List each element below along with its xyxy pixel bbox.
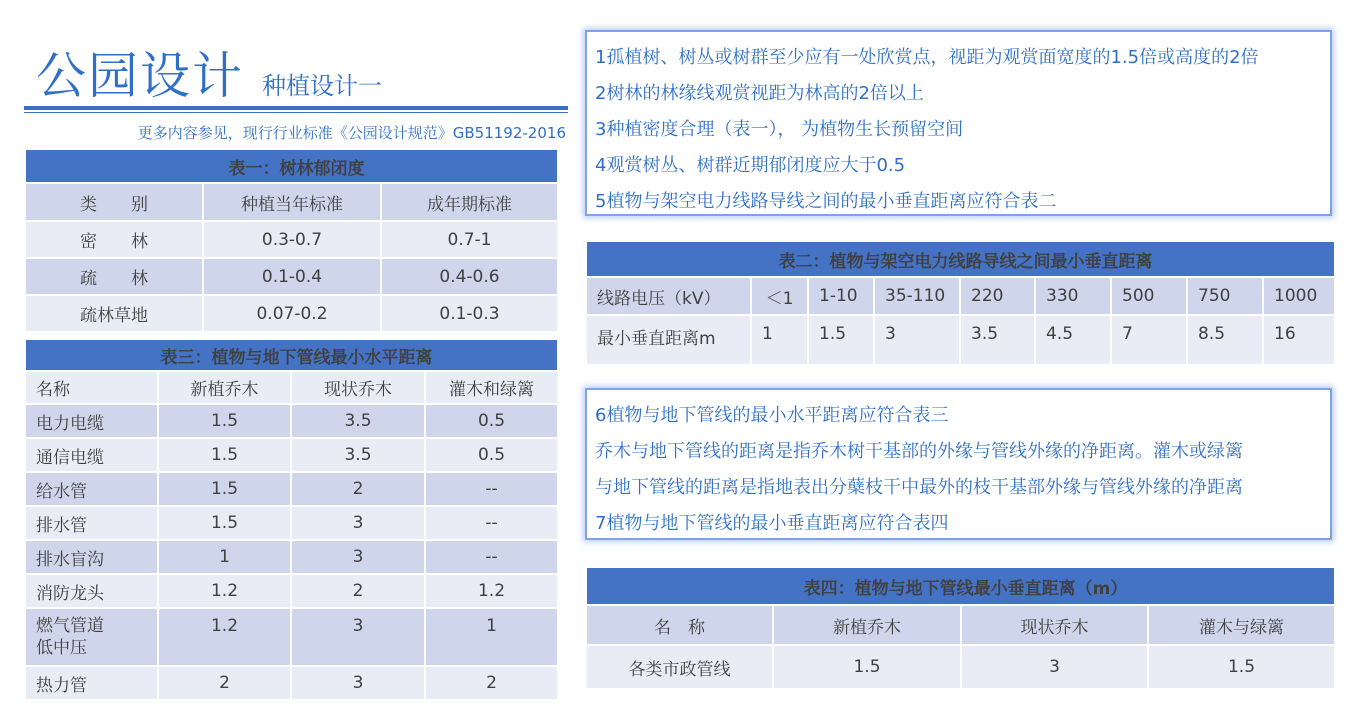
table-cell: 疏林草地 — [25, 295, 203, 332]
table-title: 表四：植物与地下管线最小垂直距离（m） — [586, 567, 1335, 605]
column-header: 现状乔木 — [291, 371, 425, 404]
table-canopy-density — [24, 148, 559, 333]
note-line: 7植物与地下管线的最小垂直距离应符合表四 — [595, 513, 949, 534]
table-cell: 0.5 — [425, 404, 558, 438]
table-cell: 1.2 — [158, 574, 291, 608]
table-underground-horizontal — [24, 338, 559, 701]
table-cell: ＜1 — [751, 277, 808, 315]
table-cell: 3 — [874, 315, 960, 365]
table-cell: 220 — [960, 277, 1035, 315]
table-cell: 8.5 — [1187, 315, 1263, 365]
table-row — [25, 438, 558, 472]
table-title: 表三：植物与地下管线最小水平距离 — [25, 339, 558, 371]
table-cell: 电力电缆 — [25, 404, 158, 438]
column-header: 新植乔木 — [773, 605, 961, 645]
table-cell: 2 — [425, 666, 558, 700]
table-cell: 1 — [425, 608, 558, 666]
table-cell: 排水管 — [25, 506, 158, 540]
table-cell: 3 — [291, 506, 425, 540]
table-cell: 16 — [1263, 315, 1335, 365]
table-row — [25, 221, 558, 258]
reference-note: 更多内容参见，现行行业标准《公园设计规范》GB51192-2016 — [137, 124, 566, 142]
page-title: 公园设计 — [36, 47, 244, 105]
table-cell: 1-10 — [808, 277, 874, 315]
table-cell: 燃气管道 低中压 — [25, 608, 158, 666]
table-cell: 3.5 — [291, 438, 425, 472]
note-line: 1孤植树、树丛或树群至少应有一处欣赏点，视距为观赏面宽度的1.5倍或高度的2倍 — [595, 47, 1259, 68]
title-rule — [24, 106, 568, 110]
table-cell: 7 — [1111, 315, 1187, 365]
table-cell: 1.5 — [158, 404, 291, 438]
note-line: 3种植密度合理（表一）， 为植物生长预留空间 — [595, 119, 964, 140]
table-cell: 0.1-0.3 — [381, 295, 558, 332]
table-cell: 3 — [291, 666, 425, 700]
table-cell: -- — [425, 540, 558, 574]
row-header: 线路电压（kV） — [586, 277, 751, 315]
note-line: 6植物与地下管线的最小水平距离应符合表三 — [595, 405, 949, 426]
note-line: 2树林的林缘线观赏视距为林高的2倍以上 — [595, 83, 924, 104]
table-row — [25, 295, 558, 332]
table-cell: -- — [425, 472, 558, 506]
table-row — [586, 277, 1335, 315]
table-title: 表一：树林郁闭度 — [25, 149, 558, 183]
table-cell: 3 — [291, 540, 425, 574]
table-row — [25, 258, 558, 295]
table-header-row — [586, 605, 1335, 645]
table-row — [25, 574, 558, 608]
table-row — [25, 404, 558, 438]
notes-box-top — [585, 30, 1332, 216]
table-cell: 排水盲沟 — [25, 540, 158, 574]
table-cell: 330 — [1035, 277, 1111, 315]
table-cell: 1 — [751, 315, 808, 365]
column-header: 名称 — [25, 371, 158, 404]
table-row — [586, 315, 1335, 365]
table-cell: 750 — [1187, 277, 1263, 315]
table-row — [586, 645, 1335, 689]
notes-box-middle — [585, 388, 1332, 540]
table-title: 表二：植物与架空电力线路导线之间最小垂直距离 — [586, 241, 1335, 277]
table-cell: 消防龙头 — [25, 574, 158, 608]
column-header: 种植当年标准 — [203, 183, 381, 221]
table-cell: 1.5 — [158, 438, 291, 472]
note-line: 乔木与地下管线的距离是指乔木树干基部的外缘与管线外缘的净距离。灌木或绿篱 — [595, 441, 1243, 462]
table-cell: 热力管 — [25, 666, 158, 700]
title-rule-thin — [24, 112, 568, 113]
table-cell: 0.1-0.4 — [203, 258, 381, 295]
table-row — [25, 608, 558, 666]
table-cell: 密 林 — [25, 221, 203, 258]
table-cell: 0.3-0.7 — [203, 221, 381, 258]
table-cell: 3 — [961, 645, 1148, 689]
page-subtitle: 种植设计一 — [262, 72, 382, 100]
table-cell: 3 — [291, 608, 425, 666]
table-cell: 500 — [1111, 277, 1187, 315]
table-cell: 1.5 — [773, 645, 961, 689]
table-cell: 1 — [158, 540, 291, 574]
column-header: 名 称 — [586, 605, 773, 645]
table-cell: 2 — [158, 666, 291, 700]
table-cell: 3.5 — [960, 315, 1035, 365]
table-cell: 3.5 — [291, 404, 425, 438]
column-header: 现状乔木 — [961, 605, 1148, 645]
table-cell: 0.4-0.6 — [381, 258, 558, 295]
table-cell: -- — [425, 506, 558, 540]
table-cell: 疏 林 — [25, 258, 203, 295]
table-cell: 2 — [291, 574, 425, 608]
table-header-row — [25, 371, 558, 404]
table-cell: 给水管 — [25, 472, 158, 506]
table-header-row — [25, 183, 558, 221]
table-cell: 1.5 — [158, 506, 291, 540]
table-cell: 1.5 — [1148, 645, 1335, 689]
table-cell: 各类市政管线 — [586, 645, 773, 689]
column-header: 灌木和绿篱 — [425, 371, 558, 404]
table-cell: 通信电缆 — [25, 438, 158, 472]
table-overhead-power-line — [585, 240, 1336, 366]
note-line: 5植物与架空电力线路导线之间的最小垂直距离应符合表二 — [595, 191, 1057, 212]
table-cell: 35-110 — [874, 277, 960, 315]
table-row — [25, 666, 558, 700]
table-cell: 2 — [291, 472, 425, 506]
row-header: 最小垂直距离m — [586, 315, 751, 365]
table-cell: 1.2 — [158, 608, 291, 666]
table-cell: 1000 — [1263, 277, 1335, 315]
table-cell: 1.5 — [808, 315, 874, 365]
column-header: 灌木与绿篱 — [1148, 605, 1335, 645]
table-cell: 0.5 — [425, 438, 558, 472]
column-header: 类 别 — [25, 183, 203, 221]
note-line: 4观赏树丛、树群近期郁闭度应大于0.5 — [595, 155, 906, 176]
note-line: 与地下管线的距离是指地表出分蘖枝干中最外的枝干基部外缘与管线外缘的净距离 — [595, 477, 1243, 498]
table-row — [25, 540, 558, 574]
table-underground-vertical — [585, 566, 1336, 690]
table-cell: 4.5 — [1035, 315, 1111, 365]
table-cell: 1.5 — [158, 472, 291, 506]
table-cell: 0.7-1 — [381, 221, 558, 258]
table-cell: 0.07-0.2 — [203, 295, 381, 332]
table-row — [25, 472, 558, 506]
table-row — [25, 506, 558, 540]
table-cell: 1.2 — [425, 574, 558, 608]
column-header: 新植乔木 — [158, 371, 291, 404]
column-header: 成年期标准 — [381, 183, 558, 221]
